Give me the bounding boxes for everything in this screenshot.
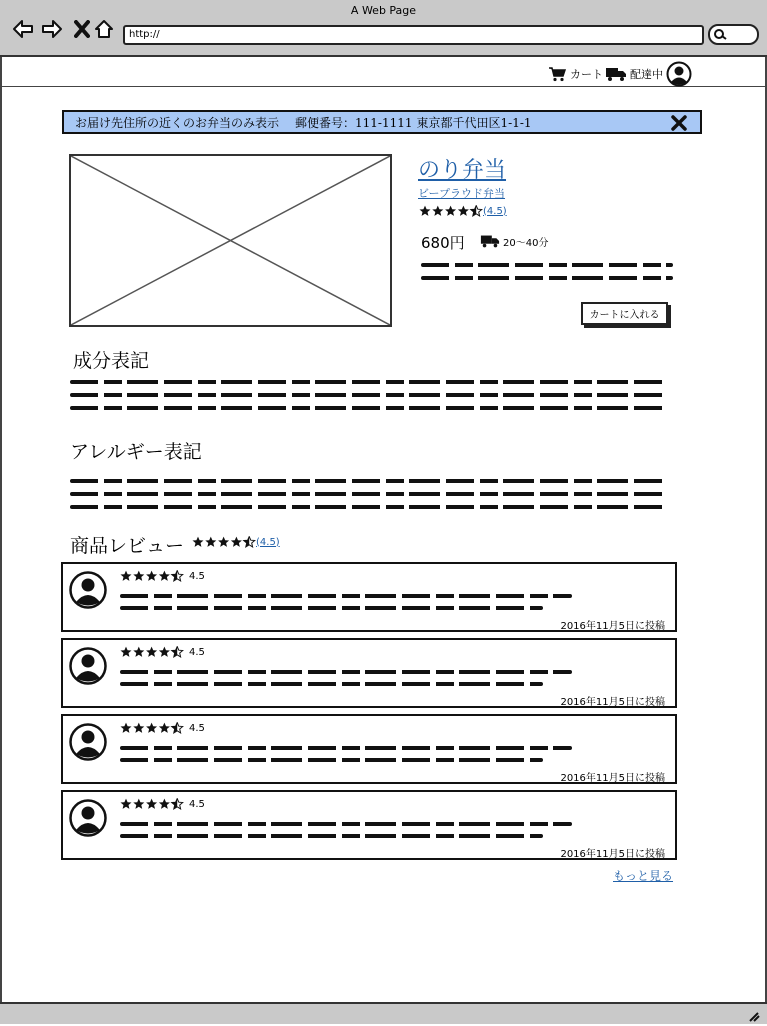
- star-rating-icon: [120, 798, 184, 810]
- allergy-text-line: [70, 505, 668, 509]
- brand-link[interactable]: ビープラウド弁当: [418, 187, 506, 200]
- close-notice-icon[interactable]: [670, 114, 688, 132]
- review-rating-value: 4.5: [189, 570, 205, 582]
- review-rating: [120, 722, 205, 734]
- review-card: [61, 714, 677, 784]
- product-description-line: [421, 276, 673, 280]
- delivery-status-link[interactable]: [605, 65, 663, 83]
- search-icon: [713, 28, 727, 41]
- truck-icon: [480, 233, 500, 249]
- reviews-average-rating: [192, 536, 280, 548]
- ingredients-text-line: [70, 393, 668, 397]
- allergy-heading: アレルギー表記: [70, 441, 202, 463]
- review-date: 2016年11月5日に投稿: [560, 849, 665, 860]
- allergy-text-line: [70, 492, 668, 496]
- review-text-line: [120, 822, 572, 826]
- review-text-line: [120, 746, 572, 750]
- review-rating: [120, 798, 205, 810]
- notice-message: お届け先住所の近くのお弁当のみ表示: [75, 115, 280, 130]
- review-date: 2016年11月5日に投稿: [560, 621, 665, 632]
- review-rating: [120, 570, 205, 582]
- allergy-text-line: [70, 479, 668, 483]
- truck-icon: [605, 66, 627, 82]
- product-image-placeholder: [69, 154, 392, 327]
- delivery-time-label: 20〜40分: [503, 237, 549, 249]
- user-avatar-icon: [69, 647, 107, 689]
- review-text-line: [120, 682, 543, 686]
- user-avatar-icon: [69, 571, 107, 613]
- user-avatar-icon: [69, 723, 107, 765]
- ingredients-text-line: [70, 406, 668, 410]
- review-text-line: [120, 606, 543, 610]
- review-text-line: [120, 758, 543, 762]
- frame-border-left: [0, 57, 2, 1003]
- product-title-link[interactable]: のり弁当: [418, 158, 507, 183]
- product-rating: [419, 205, 507, 217]
- reviews-rating-link[interactable]: (4.5): [256, 536, 280, 548]
- delivery-label: 配達中: [630, 68, 663, 81]
- ingredients-text-line: [70, 380, 668, 384]
- resize-grip-icon[interactable]: [747, 1007, 761, 1026]
- notice-address: 東京都千代田区1-1-1: [416, 115, 532, 130]
- review-rating: [120, 646, 205, 658]
- product-price: 680円: [421, 234, 465, 252]
- add-to-cart-button[interactable]: カートに入れる: [581, 302, 668, 325]
- cart-label: カート: [570, 68, 603, 81]
- star-rating-icon: [120, 646, 184, 658]
- window-title: A Web Page: [350, 4, 417, 17]
- cart-link[interactable]: [548, 65, 603, 83]
- reviews-heading: 商品レビュー: [70, 535, 185, 557]
- browser-status-bar: [0, 1002, 767, 1024]
- review-card: [61, 638, 677, 708]
- review-card: [61, 562, 677, 632]
- url-bar[interactable]: http://: [123, 25, 704, 45]
- review-card: [61, 790, 677, 860]
- stop-close-icon[interactable]: [71, 18, 93, 40]
- star-rating-icon: [192, 536, 256, 548]
- product-rating-link[interactable]: (4.5): [483, 205, 507, 217]
- user-avatar-icon: [69, 799, 107, 841]
- product-description-line: [421, 263, 673, 267]
- user-avatar-icon[interactable]: [666, 61, 692, 91]
- review-text-line: [120, 670, 572, 674]
- review-rating-value: 4.5: [189, 646, 205, 658]
- ingredients-heading: 成分表記: [73, 350, 150, 372]
- review-text-line: [120, 594, 572, 598]
- more-reviews-link[interactable]: もっと見る: [613, 869, 674, 883]
- forward-arrow-icon[interactable]: [41, 18, 63, 40]
- browser-search-field[interactable]: [708, 24, 759, 45]
- star-rating-icon: [419, 205, 483, 217]
- home-icon[interactable]: [93, 18, 115, 40]
- review-text-line: [120, 834, 543, 838]
- delivery-area-notice: [62, 110, 702, 134]
- review-date: 2016年11月5日に投稿: [560, 773, 665, 784]
- cart-icon: [548, 66, 566, 82]
- star-rating-icon: [120, 570, 184, 582]
- notice-postal-code: 郵便番号：111-1111: [295, 115, 413, 130]
- review-rating-value: 4.5: [189, 798, 205, 810]
- review-rating-value: 4.5: [189, 722, 205, 734]
- review-date: 2016年11月5日に投稿: [560, 697, 665, 708]
- delivery-time: [480, 233, 548, 249]
- back-arrow-icon[interactable]: [12, 18, 34, 40]
- star-rating-icon: [120, 722, 184, 734]
